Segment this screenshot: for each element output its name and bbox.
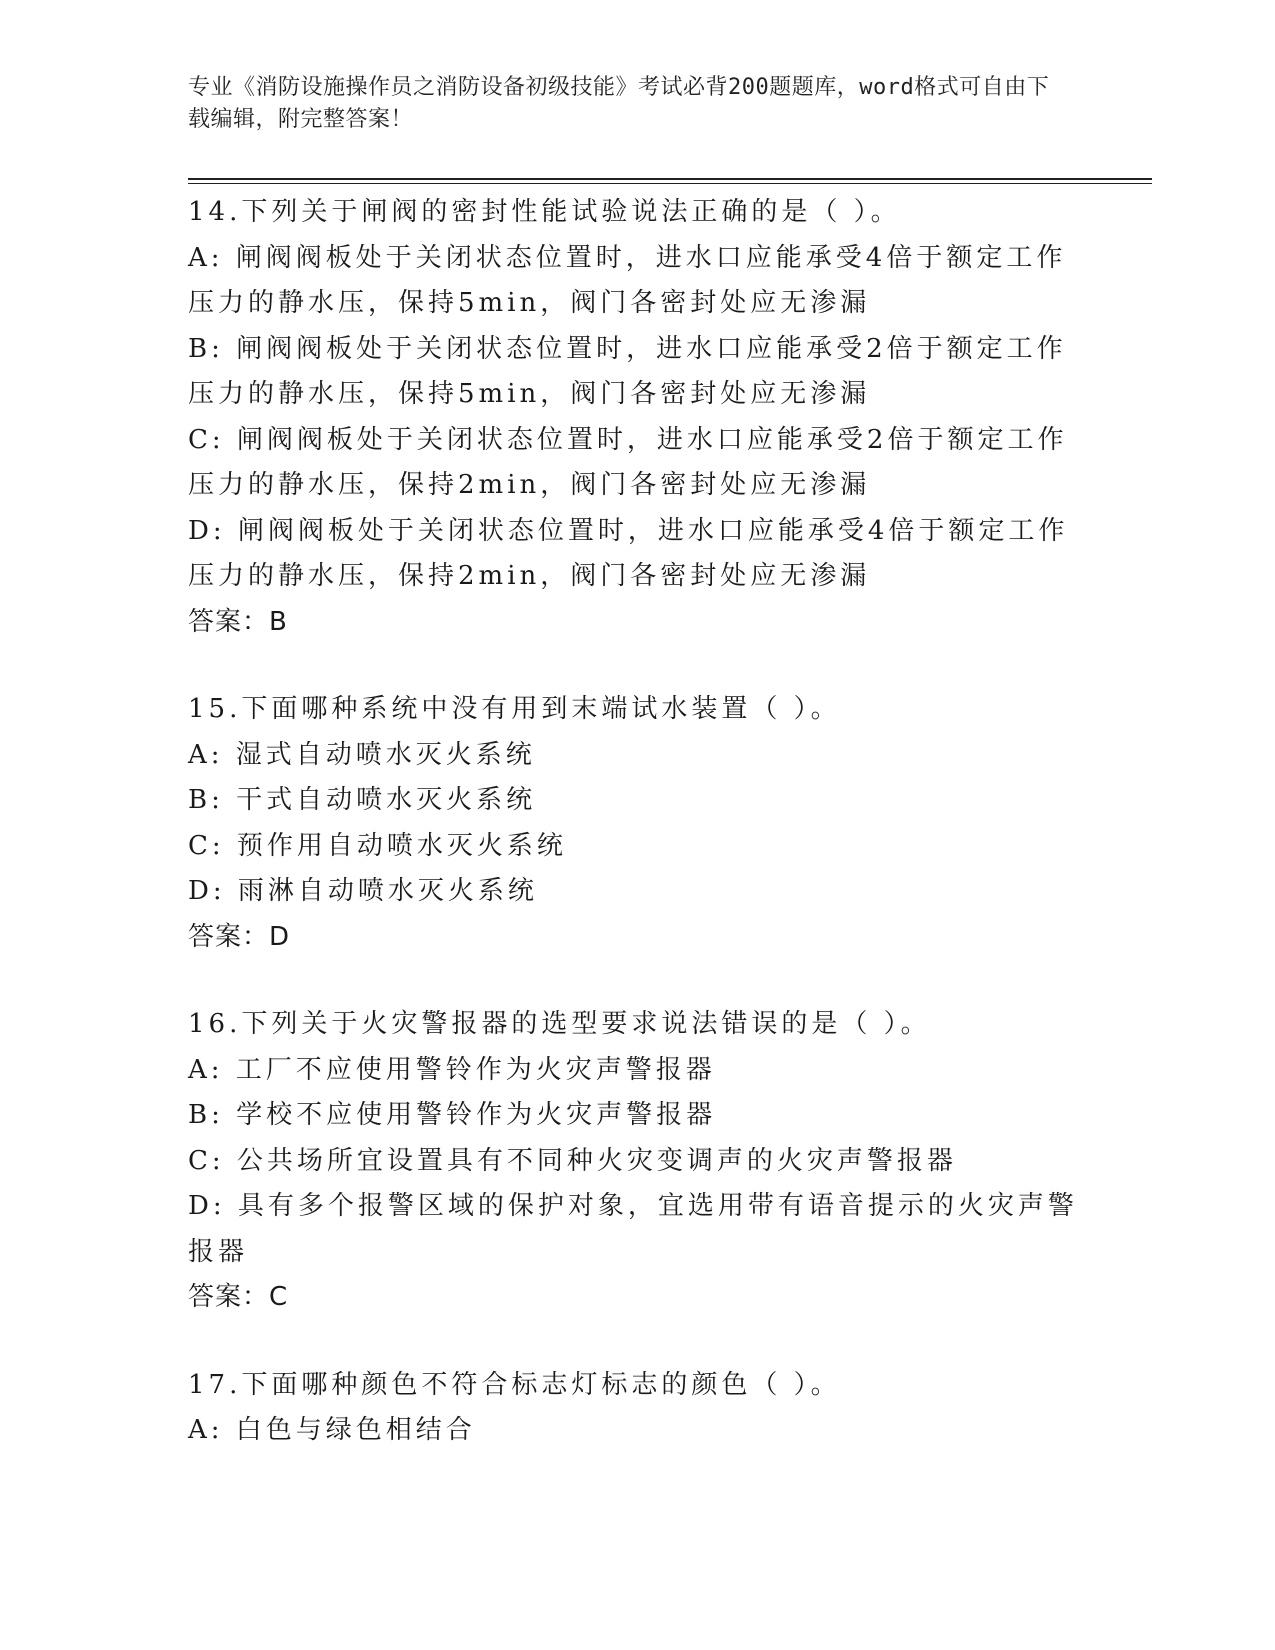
option-d: D: 闸阀阀板处于关闭状态位置时，进水口应能承受4倍于额定工作压力的静水压，保持2min，阀门各密封处应无渗漏 xyxy=(188,515,1069,591)
answer: 答案：B xyxy=(188,606,288,637)
option-a: A: 工厂不应使用警铃作为火灾声警报器 xyxy=(188,1054,716,1085)
option-d: D: 雨淋自动喷水灭火系统 xyxy=(188,876,538,906)
question-17 xyxy=(188,1363,1078,1454)
header-divider-thin xyxy=(188,183,1152,184)
answer: 答案：D xyxy=(188,921,291,952)
option-a: A: 闸阀阀板处于关闭状态位置时，进水口应能承受4倍于额定工作压力的静水压，保持5min，阀门各密封处应无渗漏 xyxy=(188,242,1067,318)
header-divider-thick xyxy=(188,178,1152,180)
option-b: B: 干式自动喷水灭火系统 xyxy=(188,785,537,815)
option-d: D: 具有多个报警区域的保护对象，宜选用带有语音提示的火灾声警报器 xyxy=(188,1191,1078,1267)
question-stem: 14.下列关于闸阀的密封性能试验说法正确的是（ ）。 xyxy=(188,197,901,227)
option-a: A: 白色与绿色相结合 xyxy=(188,1415,476,1445)
question-stem: 17.下面哪种颜色不符合标志灯标志的颜色（ ）。 xyxy=(188,1369,841,1400)
question-15 xyxy=(188,687,1078,960)
question-stem: 16.下列关于火灾警报器的选型要求说法错误的是（ ）。 xyxy=(188,1009,931,1039)
option-a: A: 湿式自动喷水灭火系统 xyxy=(188,739,536,770)
answer: 答案：C xyxy=(188,1282,289,1312)
question-14 xyxy=(188,190,1078,645)
option-b: B: 学校不应使用警铃作为火灾声警报器 xyxy=(188,1100,717,1130)
option-c: C: 预作用自动喷水灭火系统 xyxy=(188,830,567,861)
option-c: C: 公共场所宜设置具有不同种火灾变调声的火灾声警报器 xyxy=(188,1145,957,1176)
option-b: B: 闸阀阀板处于关闭状态位置时，进水口应能承受2倍于额定工作压力的静水压，保持5min，阀门各密封处应无渗漏 xyxy=(188,333,1067,409)
question-list xyxy=(188,190,1078,1496)
question-16 xyxy=(188,1002,1078,1321)
document-header: 专业《消防设施操作员之消防设备初级技能》考试必背200题题库，word格式可自由下载编辑，附完整答案！ xyxy=(188,75,1050,132)
option-c: C: 闸阀阀板处于关闭状态位置时，进水口应能承受2倍于额定工作压力的静水压，保持2min，阀门各密封处应无渗漏 xyxy=(188,424,1068,500)
question-stem: 15.下面哪种系统中没有用到末端试水装置（ ）。 xyxy=(188,694,841,724)
